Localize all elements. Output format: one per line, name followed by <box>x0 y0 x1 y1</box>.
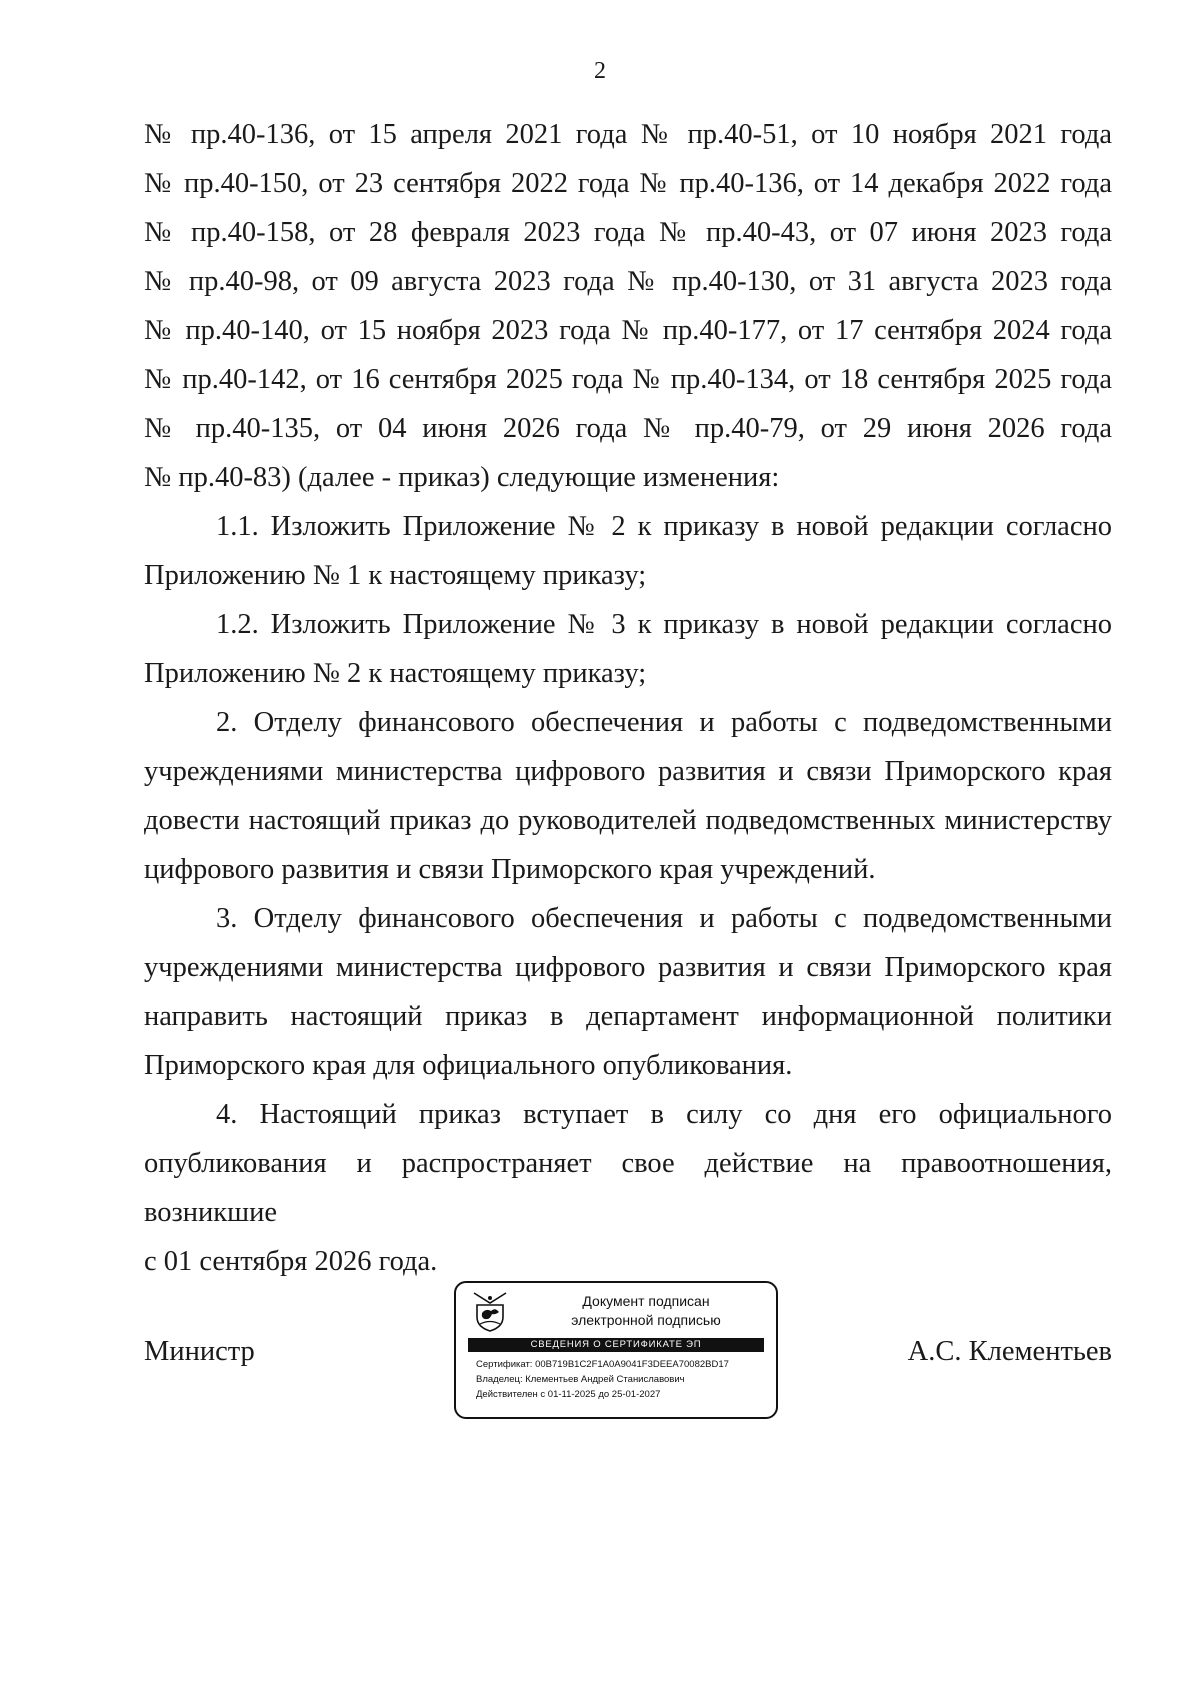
text-line: довести настоящий приказ до руководителей подведомственных министерству <box>144 805 1112 836</box>
text-line: № пр.40-150, от 23 сентября 2022 года № пр.40-136, от 14 декабря 2022 года <box>144 168 1112 199</box>
text-line: 4. Настоящий приказ вступает в силу со дня его официального <box>216 1099 1112 1130</box>
stamp-title-line: Документ подписан <box>582 1293 710 1309</box>
paragraph-1-2 <box>144 600 1112 698</box>
stamp-title-line: электронной подписью <box>571 1312 721 1328</box>
document-body <box>144 110 1112 1286</box>
coat-of-arms-icon <box>468 1289 512 1333</box>
text-line: цифрового развития и связи Приморского края учреждений. <box>144 854 876 885</box>
page-number: 2 <box>594 58 606 84</box>
text-line: № пр.40-158, от 28 февраля 2023 года № пр.40-43, от 07 июня 2023 года <box>144 217 1112 248</box>
text-line: № пр.40-83) (далее - приказ) следующие изменения: <box>144 462 780 493</box>
certificate-validity: Действителен с 01-11-2025 до 25-01-2027 <box>476 1389 661 1400</box>
text-line: № пр.40-140, от 15 ноября 2023 года № пр.40-177, от 17 сентября 2024 года <box>144 315 1112 346</box>
certificate-details <box>476 1357 768 1402</box>
text-line: направить настоящий приказ в департамент информационной политики <box>144 1001 1112 1032</box>
text-line: № пр.40-136, от 15 апреля 2021 года № пр.40-51, от 10 ноября 2021 года <box>144 119 1112 150</box>
text-line: № пр.40-142, от 16 сентября 2025 года № пр.40-134, от 18 сентября 2025 года <box>144 364 1112 395</box>
certificate-number: Сертификат: 00B719B1C2F1A0A9041F3DEEA70082BD17 <box>476 1359 729 1370</box>
text-line: Приложению № 1 к настоящему приказу; <box>144 560 647 591</box>
text-line: учреждениями министерства цифрового развития и связи Приморского края <box>144 952 1112 983</box>
text-line: 1.2. Изложить Приложение № 3 к приказу в новой редакции согласно <box>216 609 1112 640</box>
text-line: Приложению № 2 к настоящему приказу; <box>144 658 647 689</box>
paragraph-2 <box>144 698 1112 894</box>
text-line: Приморского края для официального опубликования. <box>144 1050 793 1081</box>
certificate-info-header: СВЕДЕНИЯ О СЕРТИФИКАТЕ ЭП <box>468 1338 764 1352</box>
text-line: № пр.40-98, от 09 августа 2023 года № пр.40-130, от 31 августа 2023 года <box>144 266 1112 297</box>
text-line: учреждениями министерства цифрового развития и связи Приморского края <box>144 756 1112 787</box>
electronic-signature-stamp <box>454 1281 778 1419</box>
text-line: 3. Отделу финансового обеспечения и работы с подведомственными <box>216 903 1112 934</box>
signer-name: А.С. Клементьев <box>907 1336 1112 1367</box>
text-line: 2. Отделу финансового обеспечения и работы с подведомственными <box>216 707 1112 738</box>
paragraph-1-1 <box>144 502 1112 600</box>
certificate-owner: Владелец: Клементьев Андрей Станиславович <box>476 1374 685 1385</box>
text-line: опубликования и распространяет свое действие на правоотношения, возникшие <box>144 1148 1112 1228</box>
stamp-title <box>526 1292 766 1330</box>
signer-role: Министр <box>144 1336 255 1367</box>
text-line: 1.1. Изложить Приложение № 2 к приказу в новой редакции согласно <box>216 511 1112 542</box>
text-line: № пр.40-135, от 04 июня 2026 года № пр.40-79, от 29 июня 2026 года <box>144 413 1112 444</box>
paragraph-4 <box>144 1090 1112 1286</box>
paragraph-amendment-list <box>144 110 1112 502</box>
paragraph-3 <box>144 894 1112 1090</box>
text-line: с 01 сентября 2026 года. <box>144 1246 438 1277</box>
